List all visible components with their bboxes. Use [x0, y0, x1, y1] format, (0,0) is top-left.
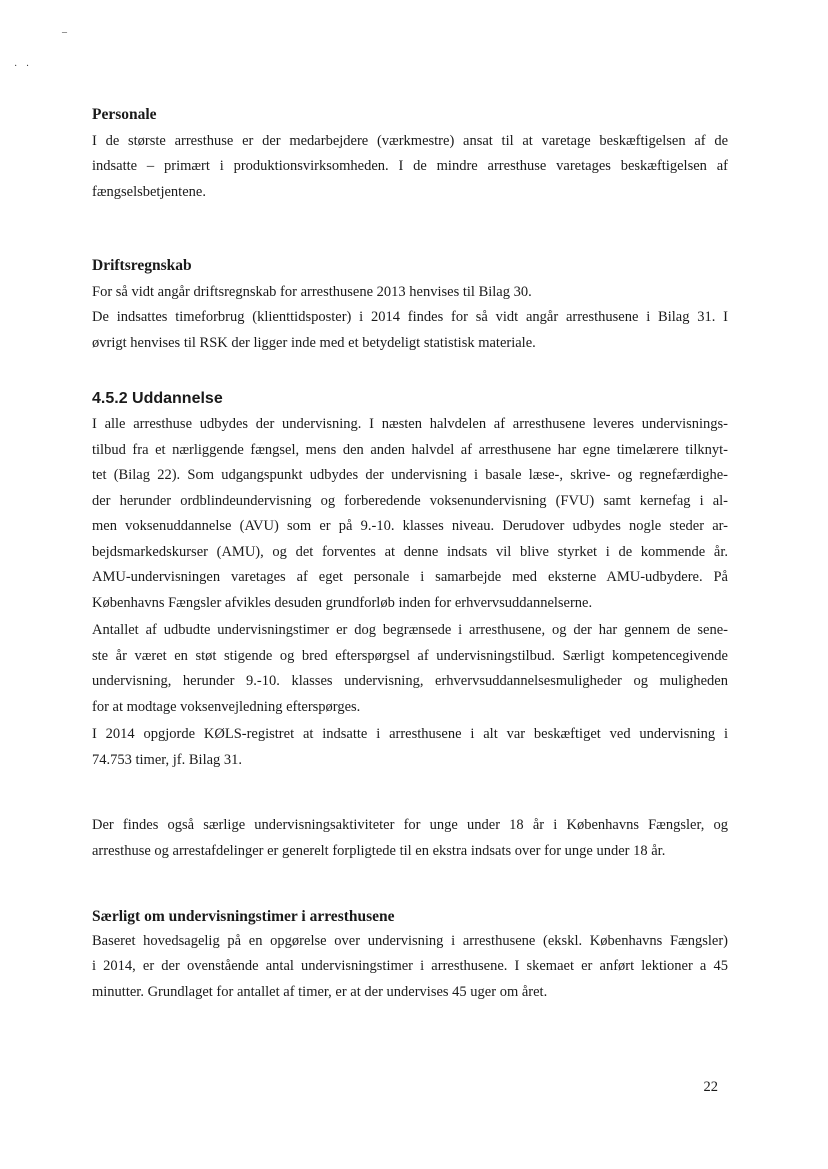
text-line: Antallet af udbudte undervisningstimer er dog begrænsede i arresthusene, og der har gennem de sene-	[92, 622, 728, 639]
text-line: fængselsbetjentene.	[92, 183, 206, 200]
text-line: I de største arresthuse er der medarbejdere (værkmestre) ansat til at varetage beskæftigelsen af de	[92, 132, 728, 149]
section-heading: Driftsregnskab	[92, 257, 192, 274]
scan-artifact-mark: –	[62, 27, 67, 38]
text-line: øvrigt henvises til RSK der ligger inde med et betydeligt statistisk materiale.	[92, 334, 536, 351]
text-line: I 2014 opgjorde KØLS-registret at indsatte i arresthusene i alt var beskæftiget ved undervisning i	[92, 726, 728, 743]
section-heading: Særligt om undervisningstimer i arresthusene	[92, 908, 395, 925]
text-line: Københavns Fængsler afvikles desuden grundforløb inden for erhvervsuddannelserne.	[92, 594, 593, 611]
text-line: 74.753 timer, jf. Bilag 31.	[92, 751, 243, 768]
paragraph	[92, 412, 728, 616]
section-saerligt-undervisningstimer	[92, 906, 728, 1005]
paragraph	[92, 280, 728, 357]
text-line: tet (Bilag 22). Som udgangspunkt udbydes der undervisning i basale læse-, skrive- og regnefærdighe-	[92, 467, 728, 484]
paragraph	[92, 722, 728, 773]
section-heading: 4.5.2 Uddannelse	[92, 390, 223, 407]
text-line: For så vidt angår driftsregnskab for arresthusene 2013 henvises til Bilag 30.	[92, 283, 532, 300]
text-line: indsatte – primært i produktionsvirksomheden. I de mindre arresthuse varetages beskæftigelsen af	[92, 158, 728, 175]
text-line: i 2014, er der ovenstående antal undervisningstimer i arresthusene. I skemaet er anført lektioner a 45	[92, 958, 728, 975]
text-line: De indsattes timeforbrug (klienttidsposter) i 2014 findes for så vidt angår arresthusene i Bilag 31. I	[92, 309, 728, 326]
text-line: I alle arresthuse udbydes der undervisning. I næsten halvdelen af arresthusene leveres undervisnings-	[92, 416, 728, 433]
text-line: Der findes også særlige undervisningsaktiviteter for unge under 18 år i Københavns Fængsler, og	[92, 817, 728, 833]
text-line: der herunder ordblindeundervisning og forberedende voksenundervisning (FVU) samt kernefag i al-	[92, 492, 728, 509]
text-line: Baseret hovedsagelig på en opgørelse over undervisning i arresthusene (ekskl. Københavns Fængsler)	[92, 932, 728, 949]
text-line: ste år været en støt stigende og bred efterspørgsel af undervisningstilbud. Særligt kompetencegivende	[92, 647, 728, 664]
section-heading: Personale	[92, 106, 157, 123]
text-line: AMU-undervisningen varetages af eget personale i samarbejde med eksterne AMU-udbydere. På	[92, 569, 728, 586]
paragraph	[92, 129, 728, 206]
paragraph	[92, 929, 728, 1006]
text-line: men voksenuddannelse (AVU) som er på 9.-10. klasses niveau. Derudover udbydes nogle steder ar-	[92, 518, 728, 535]
text-line: tilbud fra et nærliggende fængsel, mens den anden halvdel af arresthusene har egne timelærere tilknyt-	[92, 441, 728, 458]
section-unge	[92, 813, 728, 864]
paragraph	[92, 813, 728, 864]
page-number: 22	[703, 1079, 718, 1095]
text-line: undervisning, herunder 9.-10. klasses undervisning, erhvervsuddannelsesmuligheder og muligheden	[92, 673, 728, 690]
text-line: arresthuse og arrestafdelinger er generelt forpligtede til en ekstra indsats over for unge under 18 år.	[92, 842, 666, 859]
section-uddannelse	[92, 388, 728, 773]
section-personale	[92, 104, 728, 205]
text-line: bejdsmarkedskurser (AMU), og det forventes at denne indsats vil blive styrket i de kommende år.	[92, 543, 728, 560]
text-line: minutter. Grundlaget for antallet af timer, er at der undervises 45 uger om året.	[92, 983, 548, 1000]
text-line: for at modtage voksenvejledning efterspørges.	[92, 698, 361, 715]
scan-artifact-dots: · ·	[14, 61, 33, 72]
paragraph	[92, 618, 728, 720]
section-driftsregnskab	[92, 255, 728, 356]
